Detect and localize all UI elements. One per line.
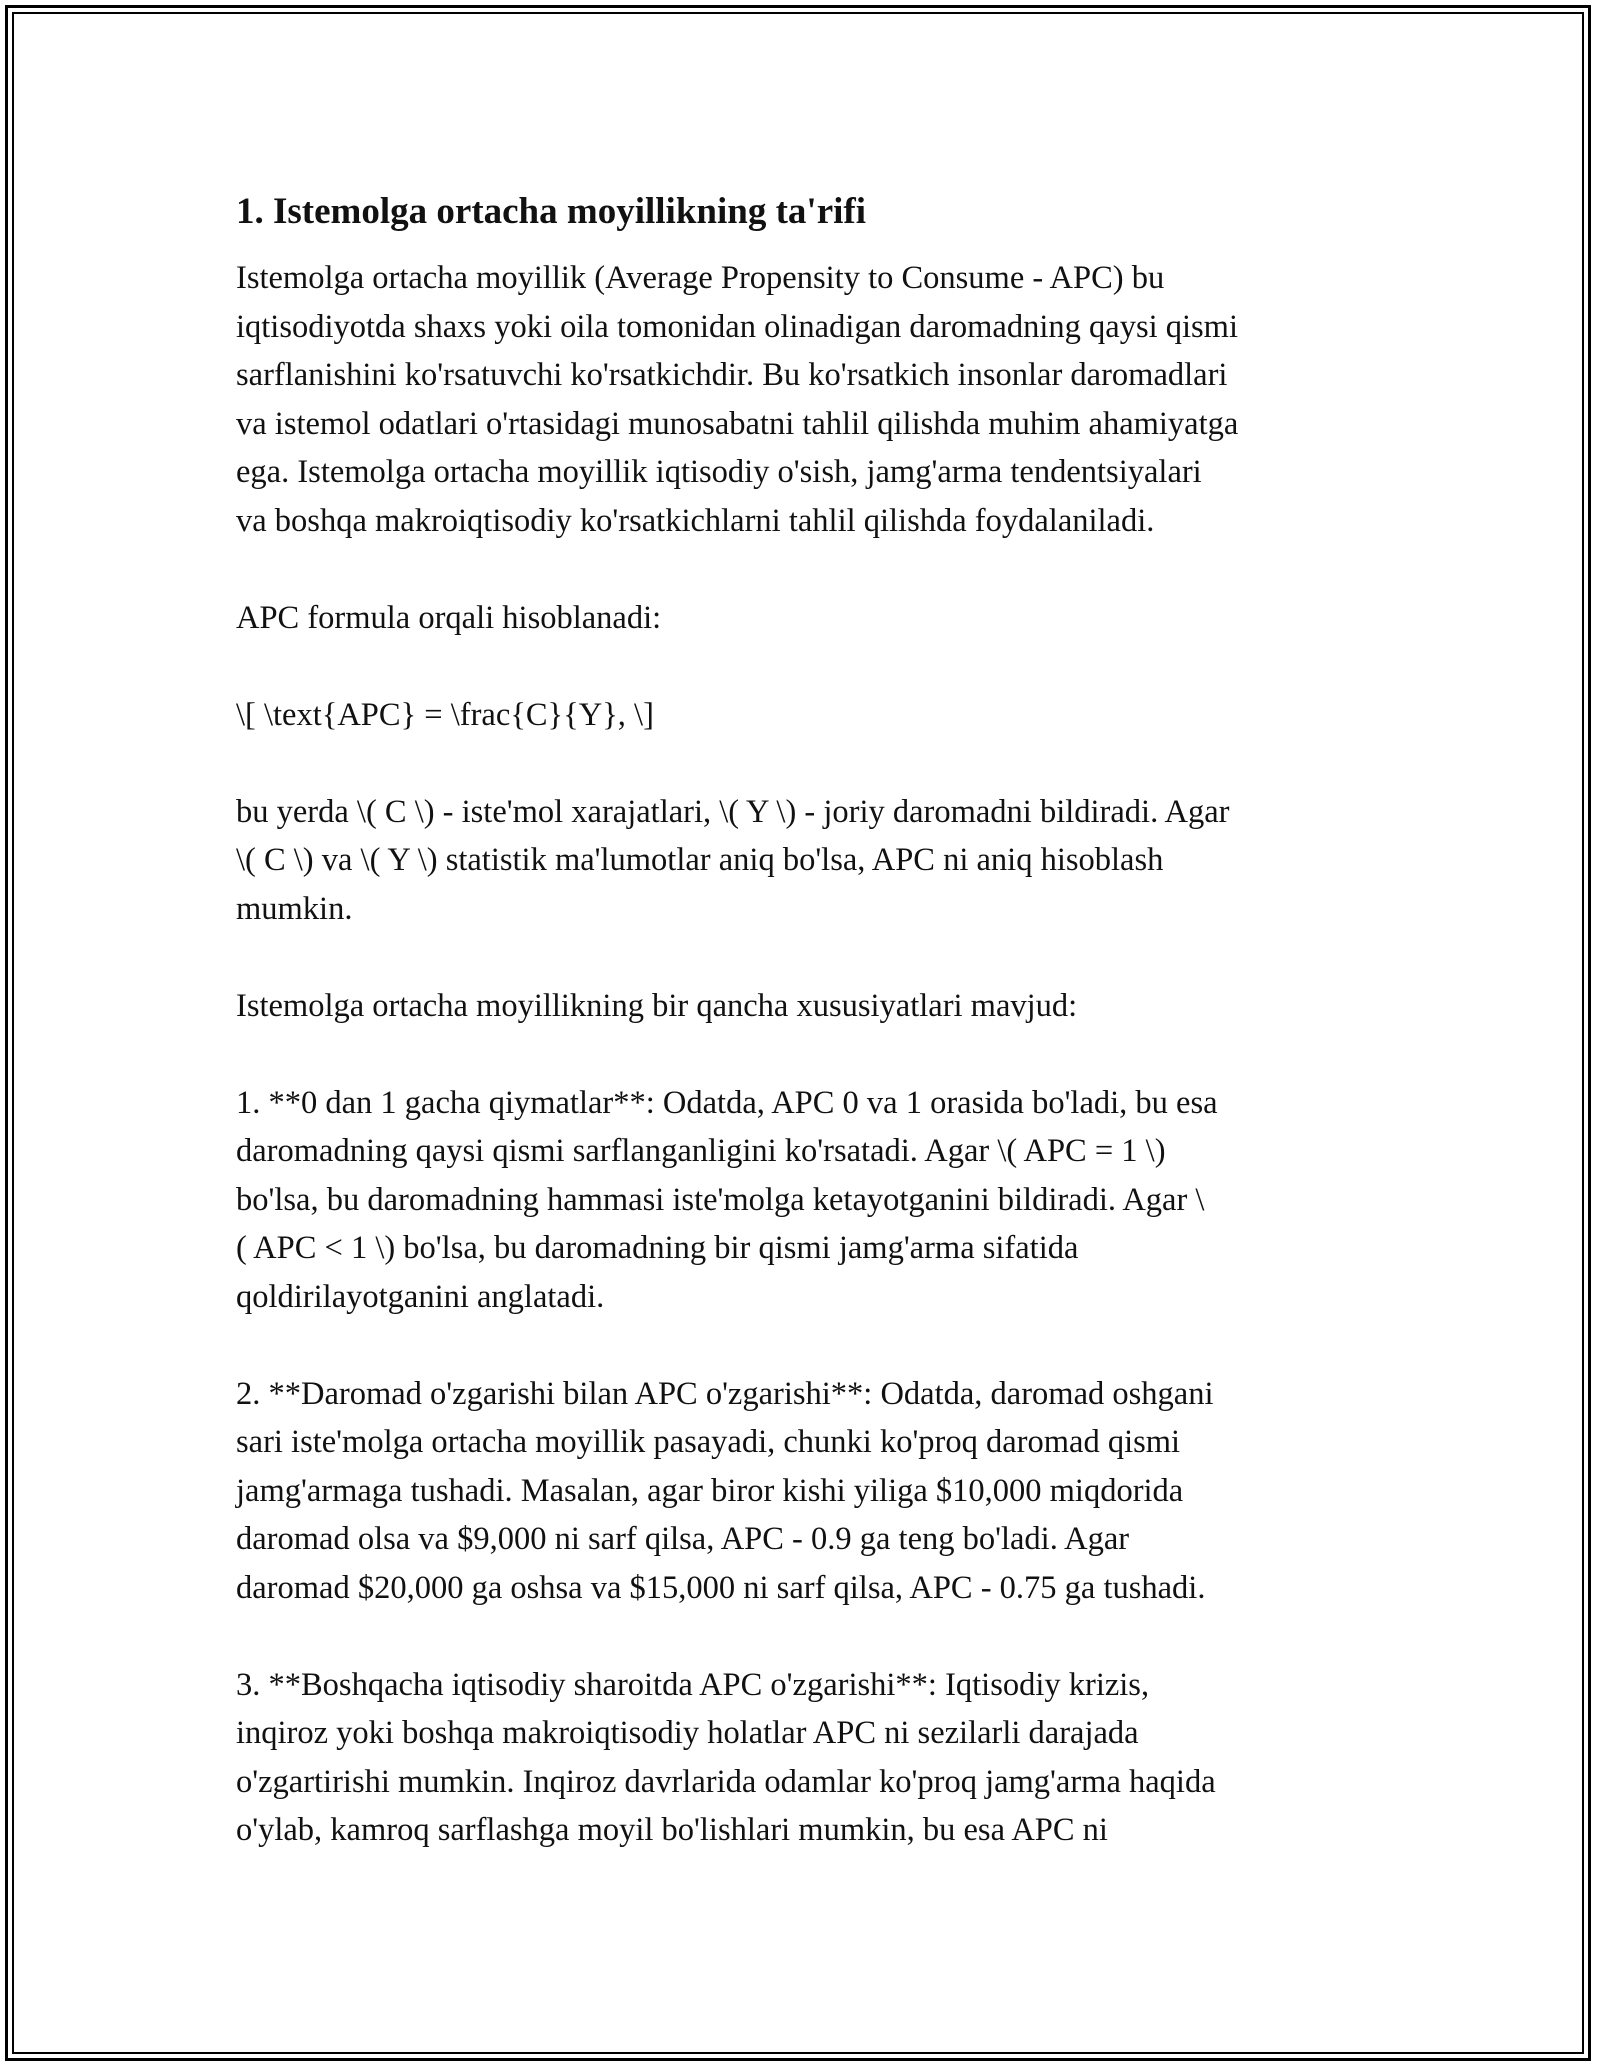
formula-line: \[ \text{APC} = \frac{C}{Y}, \] — [236, 696, 654, 733]
text-line: ega. Istemolga ortacha moyillik iqtisodiy o'sish, jamg'arma tendentsiyalari — [236, 454, 1202, 490]
text-line: Istemolga ortacha moyillik (Average Propensity to Consume - APC) bu — [236, 260, 1165, 296]
text-line: sari iste'molga ortacha moyillik pasayadi, chunki ko'proq daromad qismi — [236, 1424, 1181, 1460]
paragraph-variables — [236, 788, 1376, 934]
text-line: va boshqa makroiqtisodiy ko'rsatkichlarni tahlil qilishda foydalaniladi. — [236, 502, 1155, 539]
document-body — [236, 188, 1376, 1903]
text-line: \( C \) va \( Y \) statistik ma'lumotlar aniq bo'lsa, APC ni aniq hisoblash — [236, 842, 1164, 878]
section-heading: 1. Istemolga ortacha moyillikning ta'rifi — [236, 191, 866, 232]
paragraph-definition — [236, 254, 1376, 545]
text-line: va istemol odatlari o'rtasidagi munosabatni tahlil qilishda muhim ahamiyatga — [236, 405, 1239, 442]
text-line: inqiroz yoki boshqa makroiqtisodiy holatlar APC ni sezilarli darajada — [236, 1715, 1139, 1751]
text-line: iqtisodiyotda shaxs yoki oila tomonidan olinadigan daromadning qaysi qismi — [236, 308, 1238, 345]
text-line: 2. **Daromad o'zgarishi bilan APC o'zgarishi**: Odatda, daromad oshgani — [236, 1375, 1214, 1412]
list-item-1 — [236, 1079, 1376, 1322]
text-line: Istemolga ortacha moyillikning bir qancha xususiyatlari mavjud: — [236, 987, 1078, 1024]
text-line: daromadning qaysi qismi sarflanganligini ko'rsatadi. Agar \( APC = 1 \) — [236, 1133, 1166, 1169]
text-line: 3. **Boshqacha iqtisodiy sharoitda APC o'zgarishi**: Iqtisodiy krizis, — [236, 1666, 1150, 1703]
list-item-3 — [236, 1661, 1376, 1855]
text-line: bo'lsa, bu daromadning hammasi iste'molga ketayotganini bildiradi. Agar \ — [236, 1181, 1205, 1218]
paragraph-formula-intro — [236, 594, 1376, 643]
text-line: jamg'armaga tushadi. Masalan, agar biror kishi yiliga $10,000 miqdorida — [236, 1472, 1184, 1509]
text-line: o'zgartirishi mumkin. Inqiroz davrlarida odamlar ko'proq jamg'arma haqida — [236, 1763, 1216, 1800]
text-line: ( APC < 1 \) bo'lsa, bu daromadning bir qismi jamg'arma sifatida — [236, 1230, 1079, 1266]
paragraph-properties-intro — [236, 982, 1376, 1031]
text-line: o'ylab, kamroq sarflashga moyil bo'lishlari mumkin, bu esa APC ni — [236, 1812, 1108, 1848]
text-line: daromad $20,000 ga oshsa va $15,000 ni sarf qilsa, APC - 0.75 ga tushadi. — [236, 1569, 1206, 1606]
text-line: daromad olsa va $9,000 ni sarf qilsa, APC - 0.9 ga teng bo'ladi. Agar — [236, 1521, 1130, 1557]
text-line: qoldirilayotganini anglatadi. — [236, 1278, 605, 1315]
list-item-2 — [236, 1370, 1376, 1613]
text-line: bu yerda \( C \) - iste'mol xarajatlari, \( Y \) - joriy daromadni bildiradi. Agar — [236, 793, 1230, 830]
text-line: sarflanishini ko'rsatuvchi ko'rsatkichdir. Bu ko'rsatkich insonlar daromadlari — [236, 357, 1228, 393]
text-line: 1. **0 dan 1 gacha qiymatlar**: Odatda, APC 0 va 1 orasida bo'ladi, bu esa — [236, 1084, 1218, 1121]
text-line: APC formula orqali hisoblanadi: — [236, 599, 662, 636]
paragraph-formula — [236, 691, 1376, 740]
text-line: mumkin. — [236, 890, 353, 927]
